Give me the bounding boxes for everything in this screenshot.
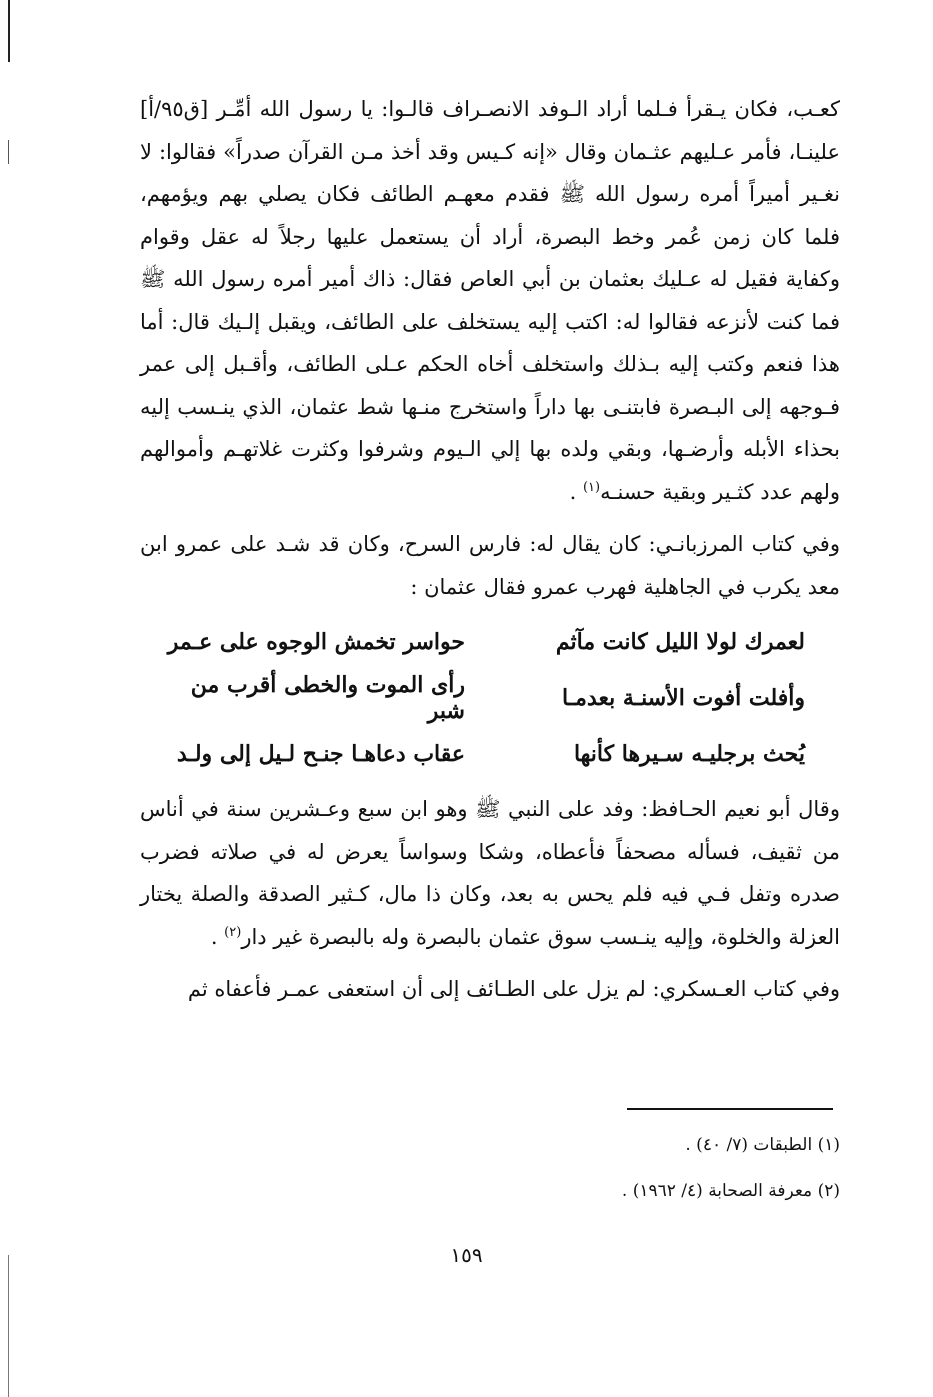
poem-verse [140, 670, 840, 726]
poem-hemistich-second: عقاب دعاهـا جنـح لـيل إلى ولـد [176, 741, 465, 767]
page-number: ١٥٩ [450, 1243, 483, 1267]
footnote-ref-2: (٢) [224, 924, 242, 940]
poem-hemistich-second: رأى الموت والخطى أقرب من شبر [190, 672, 465, 724]
poem-hemistich-first: لعمرك لولا الليل كانت مآثم [555, 629, 805, 655]
paragraph-1-text: كعـب، فكان يـقرأ فـلما أراد الـوفد الانصـراف قالـوا: يا رسول الله أمِّـر [ق٩٥/أ] علينـا، فأمر عـليهم عثـمان وقال «إنه كـيس وقد أخذ مـن القرآن صدراً» فقالوا: لا نغـير أميراً أمره رسول الله ﷺ فقدم معهـم الطائف فكان يصلي بهم ويؤمهم، فلما كان زمن عُمر وخط البصرة، أراد أن يستعمل عليها رجلاً له عقل وقوام وكفاية فقيل له عـليك بعثمان بن أبي العاص فقال: ذاك أمير أمره رسول الله ﷺ فما كنت لأنزعه فقالوا له: اكتب إليه يستخلف على الطائف، ويقبل إلـيك قال: أما هذا فنعم وكتب إليه بـذلك واستخلف أخاه الحكم عـلى الطائف، وأقـبل إلى عمر فـوجهه إلى البـصرة فابتنـى بها داراً واستخرج منـها شط عثمان، الذي ينـسب إليه بحذاء الأبله وأرضـها، وبقي ولده بها إلي الـيوم وشرفوا وكثرت غلاتهـم وأموالهم ولهم عدد كثـير وبقية حسنـه [140, 97, 841, 504]
poem-hemistich-first: يُحث برجليـه سـيرها كأنها [573, 741, 805, 767]
paragraph-1-end: . [569, 479, 583, 504]
poem-verse [140, 726, 840, 782]
paragraph-3-end: . [210, 924, 225, 949]
paragraph-3 [140, 788, 840, 958]
poem-hemistich-second: حواسر تخمش الوجوه على عـمر [167, 629, 465, 655]
poem [140, 614, 840, 782]
paragraph-2: وفي كتاب المرزبانـي: كان يقال له: فارس السرح، وكان قد شـد على عمرو ابن معد يكرب في الجاهلية فهرب عمرو فقال عثمان : [140, 532, 840, 599]
footnote-ref-1: (١) [582, 479, 601, 495]
scan-edge-mark [8, 140, 9, 164]
page-body [140, 88, 840, 1011]
footnote-2: (٢) معرفة الصحابة (٤/ ١٩٦٢) . [621, 1181, 840, 1201]
paragraph-4: وفي كتاب العـسكري: لم يزل على الطـائف إلى أن استعفى عمـر فأعفاه ثم [187, 977, 840, 1001]
footnote-separator [627, 1108, 833, 1110]
footnotes [140, 1122, 840, 1214]
poem-verse [140, 614, 840, 670]
paragraph-1 [140, 88, 840, 513]
poem-hemistich-first: وأفلت أفوت الأسنـة بعدمـا [561, 685, 805, 711]
paragraph-3-text: وقال أبو نعيم الحـافظ: وفد على النبي ﷺ وهو ابن سبع وعـشرين سنة في أناس من ثقيف، فسأله مصحفاً فأعطاه، وشكا وسواساً يعرض له في صلاته فضرب صدره وتفل فـي فيه فلم يحس به بعد، وكان ذا مال، كـثير الصدقة والصلة يختار العزلة والخلوة، وإليه ينـسب سوق عثمان بالبصرة وله بالبصرة غير دار [140, 797, 840, 949]
footnote-1: (١) الطبقات (٧/ ٤٠) . [685, 1135, 840, 1155]
scan-edge-line [8, 0, 10, 62]
scan-edge-line-bottom [8, 1255, 9, 1397]
